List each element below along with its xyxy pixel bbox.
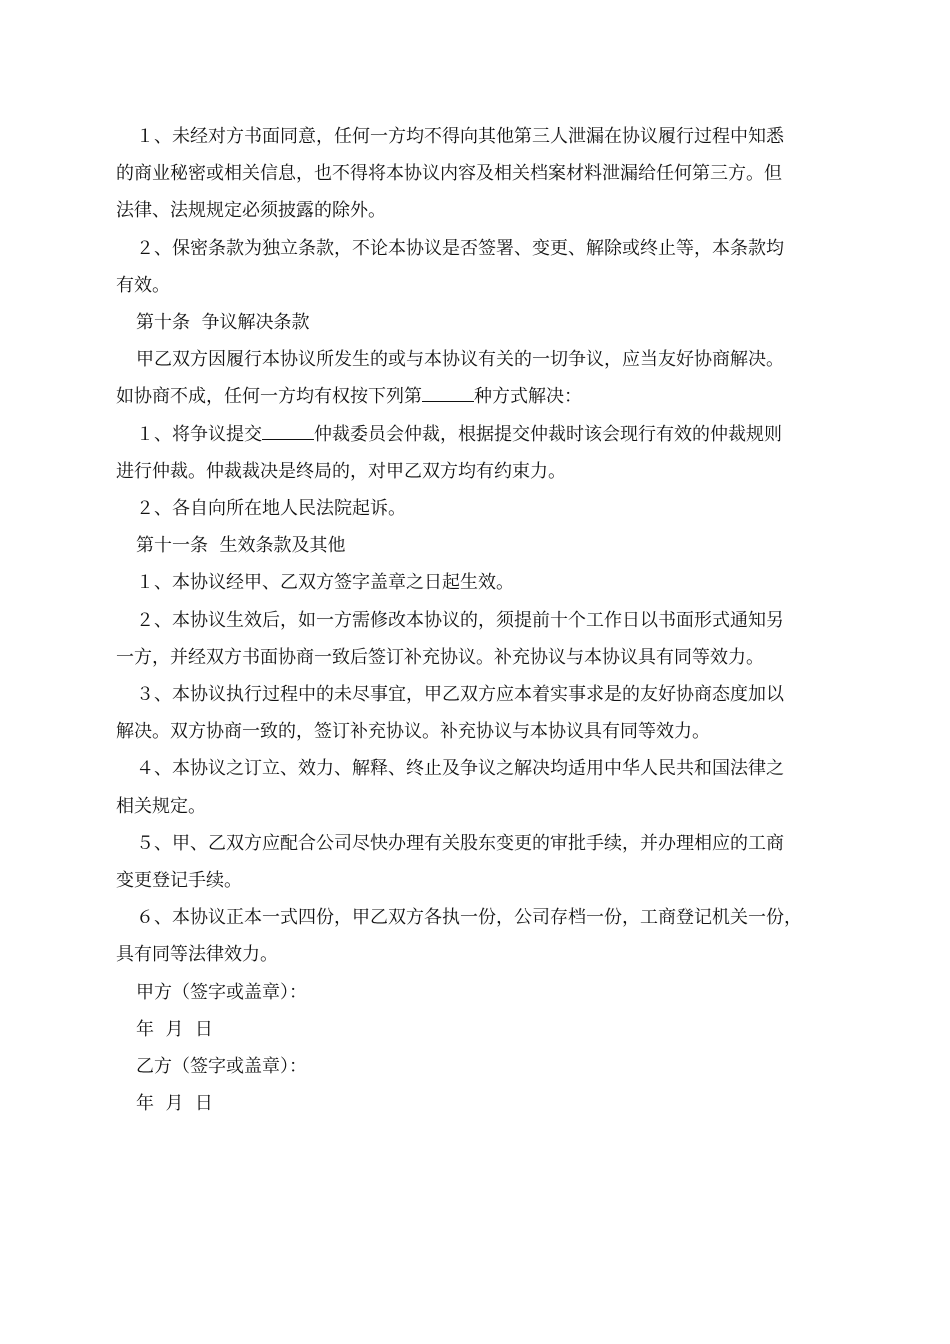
paragraph-effective-4-line-1: ４、本协议之订立、效力、解释、终止及争议之解决均适用中华人民共和国法律之: [136, 758, 784, 780]
paragraph-confidentiality-1-line-1: １、未经对方书面同意，任何一方均不得向其他第三人泄漏在协议履行过程中知悉: [136, 126, 784, 147]
party-a-date-label: 年 月 日: [136, 1018, 213, 1040]
paragraph-effective-5-line-2: 变更登记手续。: [116, 870, 242, 892]
paragraph-effective-3-line-2: 解决。双方协商一致的，签订补充协议。补充协议与本协议具有同等效力。: [116, 721, 710, 743]
agreement-page: [116, 118, 846, 1122]
paragraph-effective-1: １、本协议经甲、乙双方签字盖章之日起生效。: [136, 572, 514, 594]
party-a-signature-label: 甲方（签字或盖章）：: [136, 981, 307, 1003]
paragraph-confidentiality-1-line-2: 的商业秘密或相关信息，也不得将本协议内容及相关档案材料泄漏给任何第三方。但: [116, 163, 782, 185]
paragraph-confidentiality-1-line-3: 法律、法规规定必须披露的除外。: [116, 200, 386, 222]
paragraph-effective-2-line-1: ２、本协议生效后，如一方需修改本协议的，须提前十个工作日以书面形式通知另: [136, 609, 784, 631]
party-b-signature-label: 乙方（签字或盖章）：: [136, 1056, 307, 1078]
paragraph-effective-6-line-2: 具有同等法律效力。: [116, 944, 278, 966]
dispute-intro-text-after-blank: 种方式解决：: [474, 386, 582, 408]
article-10-heading: 第十条 争议解决条款: [136, 312, 310, 334]
arbitration-text-after-blank: 仲裁委员会仲裁，根据提交仲裁时该会现行有效的仲裁规则: [314, 423, 782, 445]
article-11-heading: 第十一条 生效条款及其他: [136, 535, 346, 557]
dispute-intro-text-before-blank: 如协商不成，任何一方均有权按下列第: [116, 386, 422, 408]
arbitration-commission-blank: [262, 425, 314, 440]
paragraph-arbitration-line-1: [116, 416, 846, 453]
paragraph-effective-4-line-2: 相关规定。: [116, 795, 206, 817]
paragraph-effective-2-line-2: 一方，并经双方书面协商一致后签订补充协议。补充协议与本协议具有同等效力。: [116, 646, 764, 668]
paragraph-effective-6-line-1: ６、本协议正本一式四份，甲乙双方各执一份，公司存档一份，工商登记机关一份，: [136, 907, 802, 929]
paragraph-effective-5-line-1: ５、甲、乙双方应配合公司尽快办理有关股东变更的审批手续，并办理相应的工商: [136, 832, 784, 854]
paragraph-confidentiality-2-line-2: 有效。: [116, 274, 170, 296]
paragraph-effective-3-line-1: ３、本协议执行过程中的未尽事宜，甲乙双方应本着实事求是的友好协商态度加以: [136, 684, 784, 706]
paragraph-litigation: ２、各自向所在地人民法院起诉。: [136, 498, 406, 520]
paragraph-dispute-intro-line-1: 甲乙双方因履行本协议所发生的或与本协议有关的一切争议，应当友好协商解决。: [136, 349, 784, 371]
paragraph-dispute-intro-line-2: [116, 378, 846, 415]
paragraph-confidentiality-2-line-1: ２、保密条款为独立条款，不论本协议是否签署、变更、解除或终止等，本条款均: [136, 237, 784, 259]
arbitration-text-before-blank: １、将争议提交: [136, 423, 262, 445]
party-b-date-label: 年 月 日: [136, 1093, 213, 1115]
paragraph-arbitration-line-2: 进行仲裁。仲裁裁决是终局的，对甲乙双方均有约束力。: [116, 460, 566, 482]
method-number-blank: [422, 387, 474, 402]
